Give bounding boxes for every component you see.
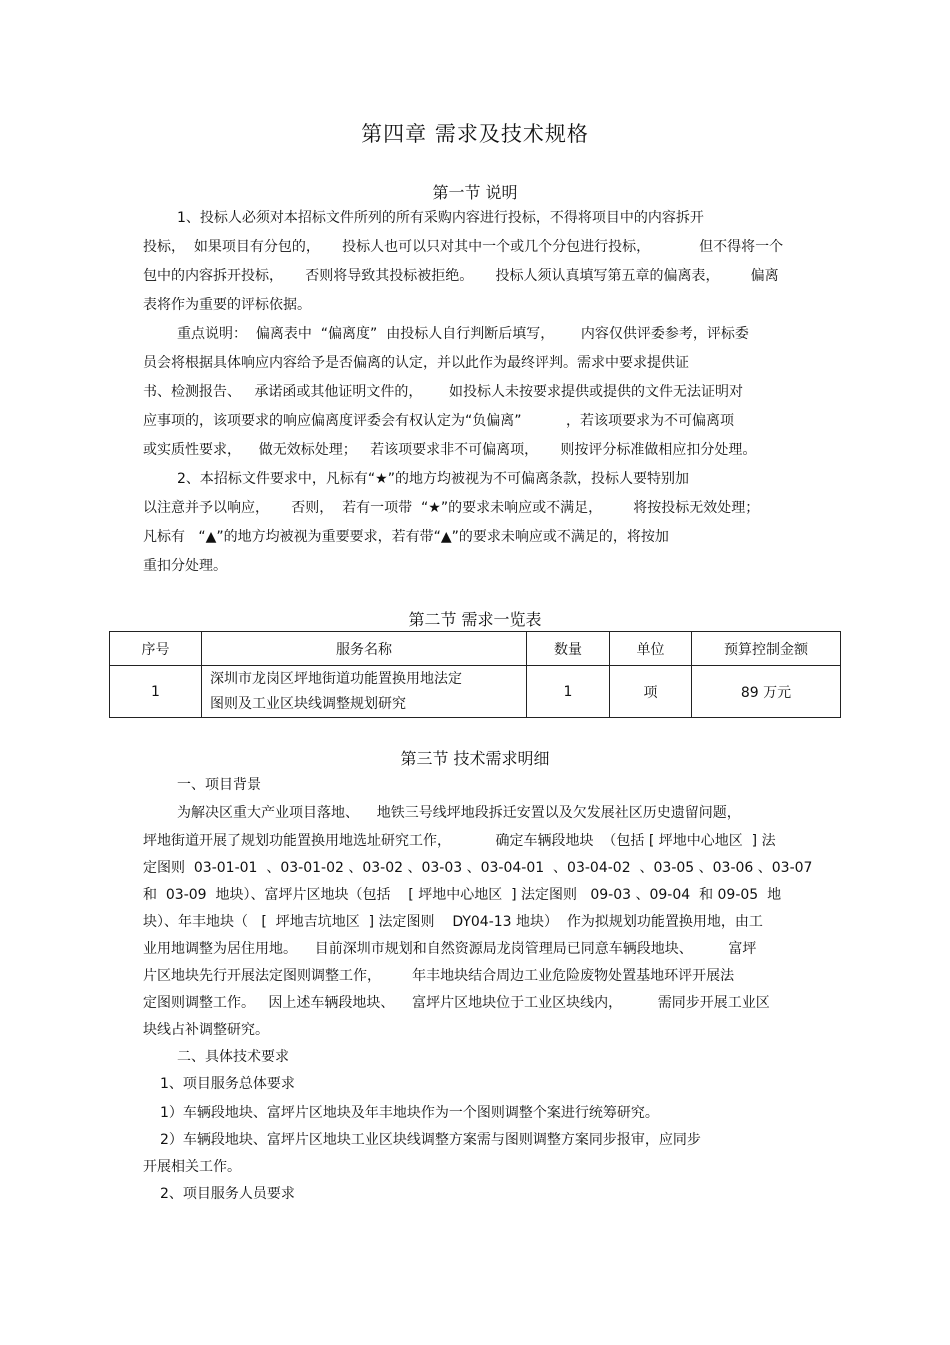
paragraph-line: 为解决区重大产业项目落地、 地铁三号线坪地段拆迁安置以及欠发展社区历史遗留问题，: [177, 805, 741, 821]
paragraph-line: 坪地街道开展了规划功能置换用地选址研究工作， 确定车辆段地块 （包括 [ 坪地中心地区 ] 法: [143, 833, 776, 849]
section-1-title: 第一节 说明: [432, 183, 518, 202]
cell-quantity: 1: [527, 666, 610, 718]
list-item: 1）车辆段地块、富坪片区地块及年丰地块作为一个图则调整个案进行统筹研究。: [160, 1105, 659, 1121]
header-budget: 预算控制金额: [692, 632, 841, 666]
paragraph-line: 书、检测报告、 承诺函或其他证明文件的， 如投标人未按要求提供或提供的文件无法证明对: [143, 384, 744, 400]
section-2-title: 第二节 需求一览表: [408, 610, 542, 629]
table-header-row: [110, 632, 841, 666]
subheading: 1、项目服务总体要求: [160, 1076, 295, 1092]
cell-unit: 项: [610, 666, 692, 718]
paragraph-line: 员会将根据具体响应内容给予是否偏离的认定，并以此作为最终评判。需求中要求提供证: [143, 355, 689, 371]
cell-service-name: [202, 666, 527, 718]
paragraph-line: 重扣分处理。: [143, 558, 227, 574]
paragraph-line: 或实质性要求， 做无效标处理； 若该项要求非不可偏离项， 则按评分标准做相应扣分处理。: [143, 442, 757, 458]
paragraph-line: 定图则调整工作。 因上述车辆段地块、 富坪片区地块位于工业区块线内， 需同步开展工业区: [143, 995, 770, 1011]
header-unit: 单位: [610, 632, 692, 666]
service-name-line: 图则及工业区块线调整规划研究: [210, 695, 406, 712]
service-name-line: 深圳市龙岗区坪地街道功能置换用地法定: [210, 670, 462, 687]
section-3-title: 第三节 技术需求明细: [400, 749, 550, 768]
paragraph-line: 定图则 03-01-01 、03-01-02 、03-02 、03-03 、03-04-01 、03-04-02 、03-05 、03-06 、03-07: [143, 860, 813, 876]
paragraph-line: 块线占补调整研究。: [143, 1022, 269, 1038]
paragraph-line: 以注意并予以响应， 否则， 若有一项带 “★”的要求未响应或不满足， 将按投标无效处理；: [143, 500, 760, 516]
paragraph-line: 表将作为重要的评标依据。: [143, 297, 311, 313]
paragraph-line: 片区地块先行开展法定图则调整工作， 年丰地块结合周边工业危险废物处置基地环评开展法: [143, 968, 735, 984]
header-quantity: 数量: [527, 632, 610, 666]
header-service-name: 服务名称: [202, 632, 527, 666]
cell-no: 1: [110, 666, 202, 718]
chapter-title: 第四章 需求及技术规格: [361, 122, 589, 146]
paragraph-line: 重点说明： 偏离表中 “偏离度” 由投标人自行判断后填写， 内容仅供评委参考，评标委: [177, 326, 749, 342]
paragraph-line: 业用地调整为居住用地。 目前深圳市规划和自然资源局龙岗管理局已同意车辆段地块、 富坪: [143, 941, 757, 957]
paragraph-line: 投标， 如果项目有分包的， 投标人也可以只对其中一个或几个分包进行投标， 但不得将一个: [143, 239, 784, 255]
subheading: 二、具体技术要求: [177, 1049, 289, 1065]
paragraph-line: 包中的内容拆开投标， 否则将导致其投标被拒绝。 投标人须认真填写第五章的偏离表， 偏离: [143, 268, 779, 284]
paragraph-line: 开展相关工作。: [143, 1159, 241, 1175]
paragraph-line: 2、本招标文件要求中，凡标有“★”的地方均被视为不可偏离条款，投标人要特别加: [177, 471, 689, 487]
paragraph-line: 凡标有 “▲”的地方均被视为重要要求，若有带“▲”的要求未响应或不满足的，将按加: [143, 529, 669, 545]
cell-budget: 89 万元: [692, 666, 841, 718]
subheading: 一、项目背景: [177, 777, 261, 793]
paragraph-line: 块）、年丰地块（ [ 坪地吉坑地区 ] 法定图则 DY04-13 地块） 作为拟规划功能置换用地，由工: [143, 914, 763, 930]
subheading: 2、项目服务人员要求: [160, 1186, 295, 1202]
requirements-table: [109, 631, 841, 718]
paragraph-line: 1、投标人必须对本招标文件所列的所有采购内容进行投标，不得将项目中的内容拆开: [177, 210, 704, 226]
table-row: [110, 666, 841, 718]
header-no: 序号: [110, 632, 202, 666]
paragraph-line: 和 03-09 地块）、富坪片区地块（包括 [ 坪地中心地区 ] 法定图则 09-03 、09-04 和 09-05 地: [143, 887, 782, 903]
list-item: 2）车辆段地块、富坪片区地块工业区块线调整方案需与图则调整方案同步报审，应同步: [160, 1132, 701, 1148]
paragraph-line: 应事项的，该项要求的响应偏离度评委会有权认定为“负偏离” ，若该项要求为不可偏离项: [143, 413, 735, 429]
